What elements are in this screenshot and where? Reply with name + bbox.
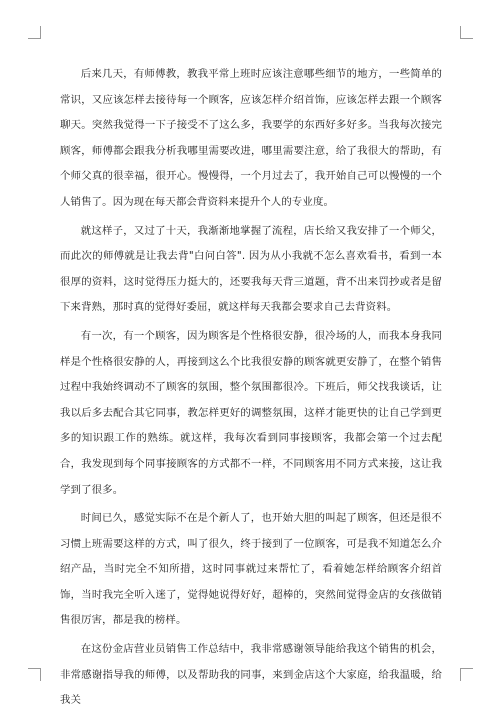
document-body [60, 62, 442, 714]
paragraph: 在这份金店营业员销售工作总结中，我非常感谢领导能给我这个销售的机会，非常感谢指导我的师傅，以及帮助我的同事，来到金店这个大家庭，给我温暖，给我关 [60, 643, 442, 707]
crop-mark-bottom-left [28, 668, 41, 681]
paragraph: 有一次，有一个顾客，因为顾客是个性格很安静，很冷场的人，而我本身我同样是个性格很安静的人，再接到这么个比我很安静的顾客就更安静了，在整个销售过程中我始终调动不了顾客的氛围，整个氛围都很冷。下班后，师父找我谈话，让我以后多去配合其它同事，教怎样更好的调整氛围，这样才能更快的让自己学到更多的知识跟工作的熟练。就这样，我每次看到同事接顾客，我都会第一个过去配合，我发现到每个同事接顾客的方式都不一样，不同顾客用不同方式来接，这让我学到了很多。 [60, 329, 442, 496]
crop-mark-bottom-right [460, 668, 473, 681]
paragraph: 后来几天，有师傅教，教我平常上班时应该注意哪些细节的地方，一些简单的常识，又应该怎样去接待每一个顾客，应该怎样介绍首饰，应该怎样去跟一个顾客聊天。突然我觉得一下子接受不了这么多，我要学的东西好多好多。当我每次接完顾客，师傅都会跟我分析我哪里需要改进，哪里需要注意，给了我很大的帮助，有个师父真的很幸福，很开心。慢慢得，一个月过去了，我开始自己可以慢慢的一个人销售了。因为现在每天都会背资料来提升个人的专业度。 [60, 68, 442, 208]
crop-mark-top-left [28, 26, 41, 39]
crop-mark-top-right [460, 26, 473, 39]
paragraph: 就这样子，又过了十天，我渐渐地掌握了流程，店长给又我安排了一个师父，而此次的师傅就是让我去背"白问白答". 因为从小我就不怎么喜欢看书，看到一本很厚的资料，这时觉得压力挺大的，还要我每天背三道题，背不出来罚抄或者是留下来背熟，那时真的觉得好委屈，就这样每天我都会要求自己去背资料。 [60, 224, 442, 314]
paragraph: 时间已久，感觉实际不在是个新人了，也开始大胆的叫起了顾客，但还是很不习惯上班需要这样的方式，叫了很久，终于接到了一位顾客，可是我不知道怎么介绍产品，当时完全不知所措，这时同事就过来帮忙了，看着她怎样给顾客介绍首饰，当时我完全听入迷了，觉得她说得好好，超棒的，突然间觉得金店的女孩做销售很厉害，都是我的榜样。 [60, 512, 442, 627]
